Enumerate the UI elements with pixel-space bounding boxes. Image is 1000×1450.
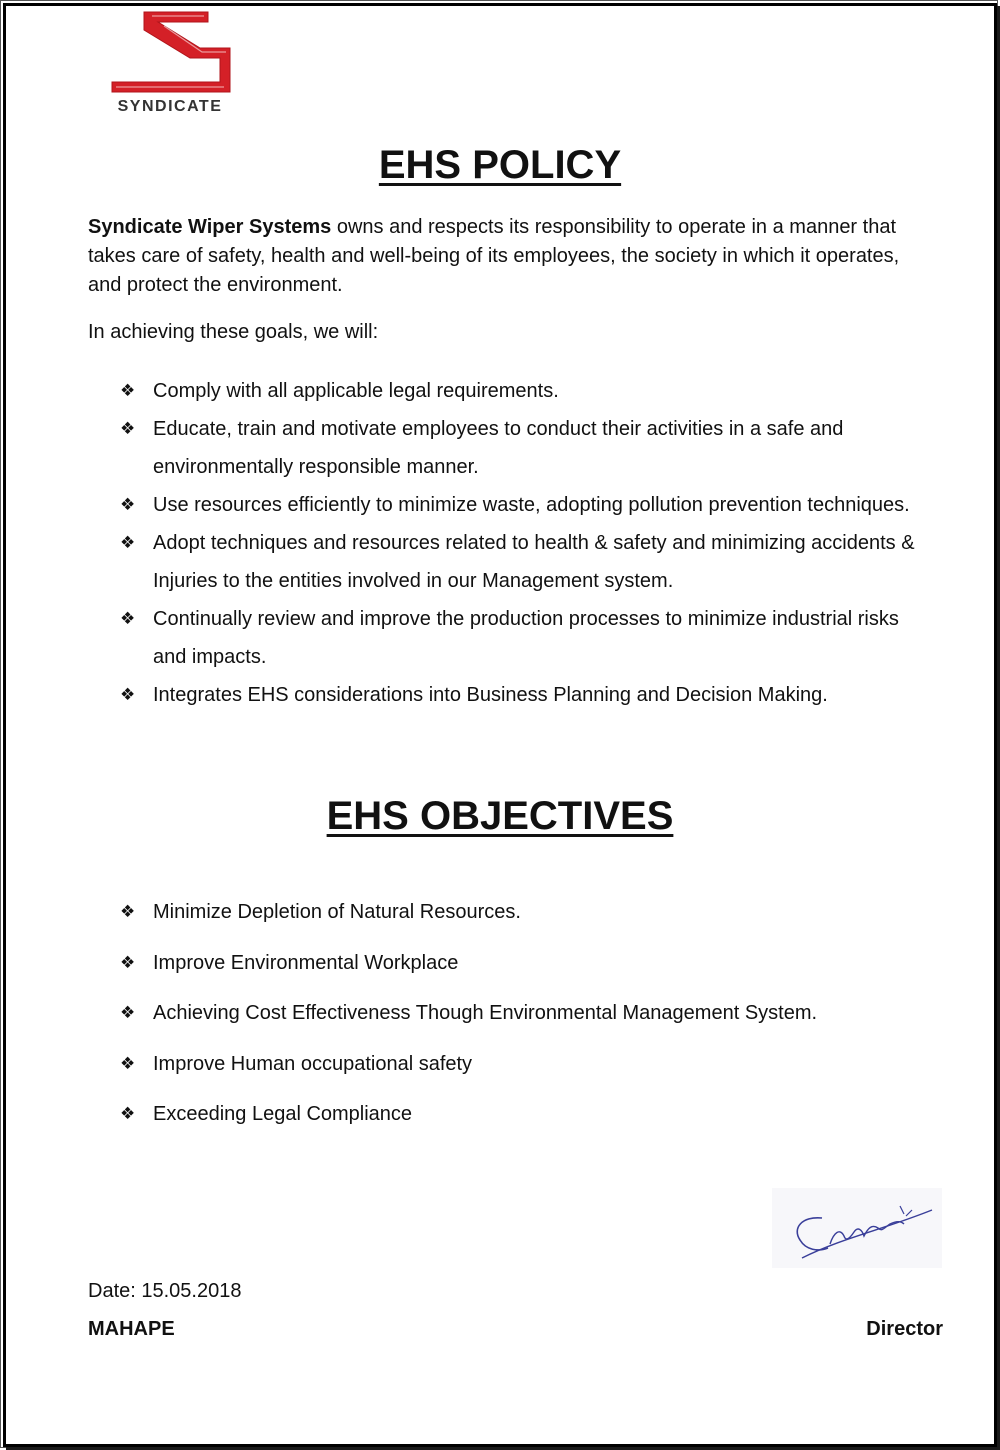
list-item: ❖ Achieving Cost Effectiveness Though Environmental Management System. bbox=[120, 1002, 818, 1024]
diamond-bullet-icon: ❖ bbox=[120, 1053, 136, 1074]
signatory-title: Director bbox=[866, 1318, 943, 1340]
diamond-bullet-icon: ❖ bbox=[120, 533, 136, 553]
diamond-bullet-icon: ❖ bbox=[120, 1003, 136, 1023]
list-item: ❖ Minimize Depletion of Natural Resources. bbox=[120, 901, 521, 923]
policy-intro bbox=[88, 213, 918, 300]
diamond-bullet-icon: ❖ bbox=[120, 381, 136, 401]
list-item: ❖ Improve Human occupational safety bbox=[120, 1052, 473, 1075]
logo-wordmark: SYNDICATE bbox=[117, 98, 223, 115]
diamond-bullet-icon: ❖ bbox=[120, 419, 136, 439]
policy-title: EHS POLICY bbox=[378, 143, 622, 187]
list-item: ❖ Comply with all applicable legal requirements. bbox=[120, 372, 920, 410]
location-label: MAHAPE bbox=[88, 1318, 175, 1340]
list-item: ❖ Improve Environmental Workplace bbox=[120, 951, 459, 974]
list-item: ❖ Continually review and improve the production processes to minimize industrial risks and impacts. bbox=[120, 600, 920, 676]
company-logo bbox=[104, 8, 236, 120]
list-item: ❖ Adopt techniques and resources related to health & safety and minimizing accidents & Injuries to the entities involved in our Management system. bbox=[120, 524, 920, 600]
diamond-bullet-icon: ❖ bbox=[120, 495, 136, 515]
director-signature bbox=[772, 1188, 942, 1268]
diamond-bullet-icon: ❖ bbox=[120, 685, 136, 705]
diamond-bullet-icon: ❖ bbox=[120, 902, 136, 922]
list-item: ❖ Exceeding Legal Compliance bbox=[120, 1103, 413, 1125]
list-item: ❖ Educate, train and motivate employees to conduct their activities in a safe and environmentally responsible manner. bbox=[120, 410, 920, 486]
list-item: ❖ Use resources efficiently to minimize waste, adopting pollution prevention techniques. bbox=[120, 486, 920, 524]
goals-lead: In achieving these goals, we will: bbox=[88, 321, 379, 343]
company-name: Syndicate Wiper Systems bbox=[88, 216, 332, 238]
policy-list bbox=[120, 372, 920, 714]
policy-intro-text: owns and respects its responsibility to operate in a manner that takes care of safety, health and well-being of its employees, the society in which it operates, and protect the environment. bbox=[88, 216, 900, 296]
document-date: Date: 15.05.2018 bbox=[88, 1280, 242, 1302]
diamond-bullet-icon: ❖ bbox=[120, 1104, 136, 1124]
list-item: ❖ Integrates EHS considerations into Business Planning and Decision Making. bbox=[120, 676, 920, 714]
objectives-title: EHS OBJECTIVES bbox=[326, 794, 674, 838]
objectives-list bbox=[120, 900, 920, 1153]
diamond-bullet-icon: ❖ bbox=[120, 609, 136, 629]
diamond-bullet-icon: ❖ bbox=[120, 952, 136, 973]
